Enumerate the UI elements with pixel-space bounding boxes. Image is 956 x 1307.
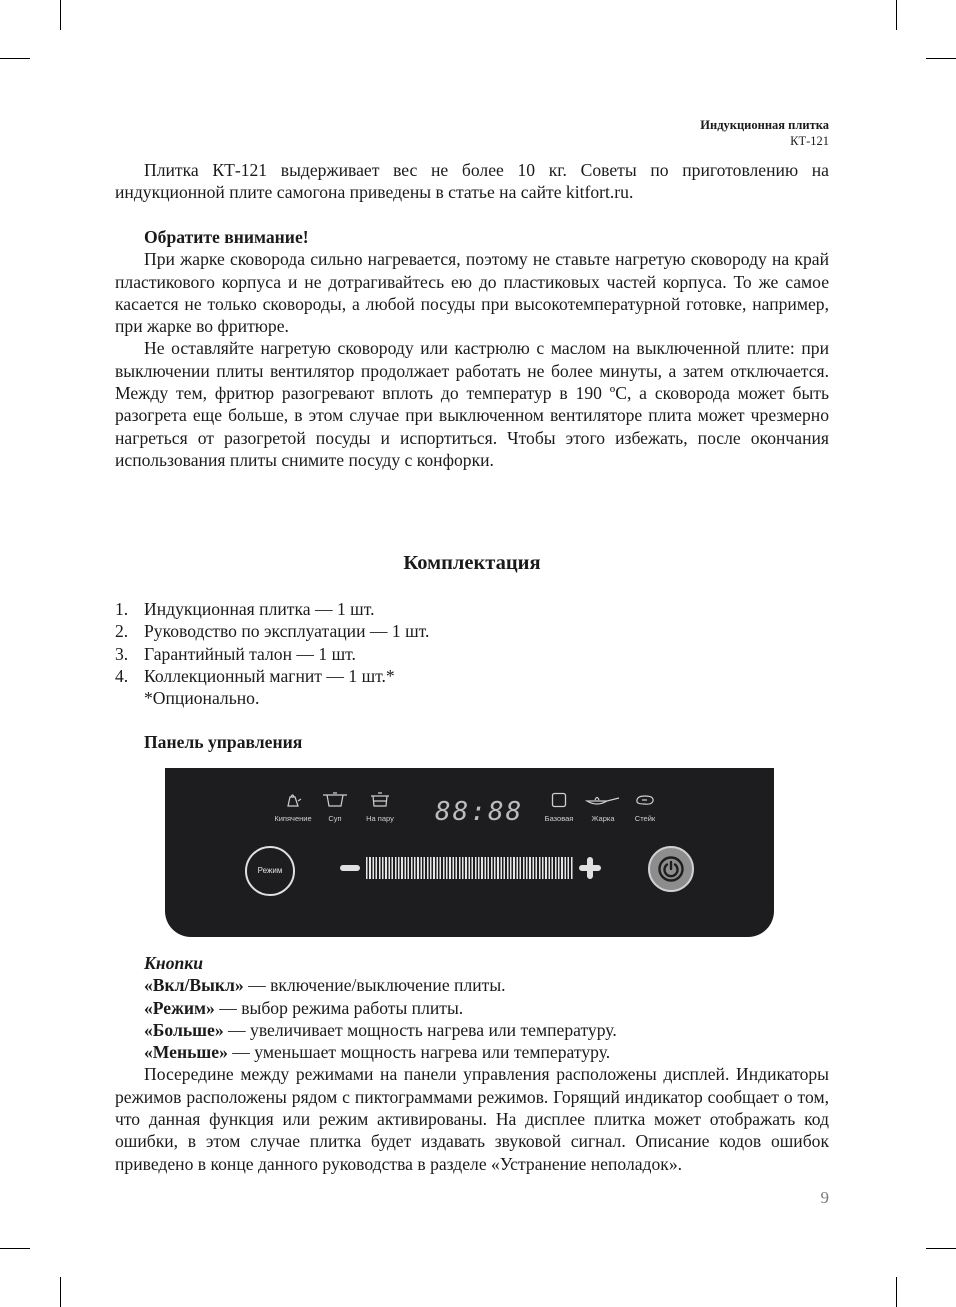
crop-mark bbox=[926, 58, 956, 59]
steak-icon bbox=[634, 792, 656, 808]
list-text: Руководство по эксплуатации — 1 шт. bbox=[144, 621, 430, 642]
mode-soup bbox=[322, 792, 348, 823]
list-text: Коллекционный магнит — 1 шт.* bbox=[144, 665, 395, 686]
mode-label: На пару bbox=[366, 814, 394, 823]
display-description: Посередине между режимами на панели управления расположены дисплей. Индикаторы режимов расположены рядом с пиктограммами режимов. Горящий индикатор сообщает о том, что данная функция или режим активированы. На дисплее плитка может отображать код ошибки, в этом случае плитка будет издавать звуковой сигнал. Описание кодов ошибок приведено в конце данного руководства в разделе «Устранение неполадок». bbox=[115, 1064, 829, 1174]
attention-paragraph-1: При жарке сковорода сильно нагревается, поэтому не ставьте нагретую сковороду на край пластикового корпуса и не дотрагивайтесь ею до пластиковых частей корпуса. То же самое касается не только сковороды, а любой посуды при высокотемпературной готовке, например, при жарке во фритюре. bbox=[115, 249, 829, 337]
mode-boiling bbox=[269, 792, 317, 823]
page-number: 9 bbox=[820, 1188, 829, 1207]
mode-steak bbox=[631, 792, 659, 823]
intro-block bbox=[115, 159, 829, 204]
square-icon bbox=[551, 792, 567, 808]
power-icon bbox=[658, 856, 684, 882]
minus-icon bbox=[340, 865, 360, 871]
buttons-heading: Кнопки bbox=[144, 953, 203, 973]
panel-heading-block bbox=[115, 731, 829, 753]
power-button bbox=[648, 846, 694, 892]
mode-button: Режим bbox=[245, 846, 295, 896]
power-level-scale bbox=[366, 857, 573, 879]
mode-label: Жарка bbox=[591, 814, 615, 823]
panel-heading: Панель управления bbox=[144, 732, 303, 752]
list-item bbox=[115, 643, 829, 665]
button-desc: — увеличивает мощность нагрева или температуру. bbox=[223, 1019, 617, 1040]
attention-paragraph-2: Не оставляйте нагретую сковороду или кастрюлю с маслом на выключенной плите: при выключении плиты вентилятор продолжает работать не более минуты, а затем отключается. Между тем, фритюр разогревают вплоть до температур в 190 ºС, а сковорода может быть разогрета еще больше, в этом случае при выключенном вентиляторе плита может чрезмерно нагреться от разогретой посуды и испортиться. Чтобы этого избежать, после окончания использования плиты снимите посуду с конфорки. bbox=[115, 338, 829, 470]
button-desc: — уменьшает мощность нагрева или температуру. bbox=[227, 1042, 611, 1063]
button-name: «Меньше» bbox=[144, 1042, 228, 1063]
crop-mark bbox=[896, 0, 897, 30]
list-number: 4. bbox=[115, 665, 129, 686]
buttons-block bbox=[115, 952, 829, 1175]
display-digits: 88:88 bbox=[435, 797, 524, 827]
button-name: «Режим» bbox=[144, 997, 215, 1018]
kettle-icon bbox=[284, 792, 302, 808]
attention-block bbox=[115, 226, 829, 471]
mode-label: Стейк bbox=[634, 814, 656, 823]
button-desc: — выбор режима работы плиты. bbox=[214, 997, 464, 1018]
mode-steam bbox=[358, 792, 402, 823]
crop-mark bbox=[60, 1277, 61, 1307]
mode-label: Кипячение bbox=[274, 814, 312, 823]
list-item bbox=[115, 598, 829, 620]
list-item bbox=[115, 665, 829, 687]
button-description bbox=[115, 974, 829, 996]
list-text: Индукционная плитка — 1 шт. bbox=[144, 599, 375, 619]
header-title: Индукционная плитка bbox=[700, 118, 829, 132]
crop-mark bbox=[0, 58, 30, 59]
package-note: *Опционально. bbox=[144, 688, 260, 709]
attention-heading: Обратите внимание! bbox=[144, 227, 309, 247]
control-panel-illustration bbox=[165, 768, 774, 937]
list-number: 2. bbox=[115, 621, 129, 642]
crop-mark bbox=[60, 0, 61, 30]
list-number: 1. bbox=[115, 599, 129, 619]
pot-icon bbox=[322, 792, 348, 808]
package-list bbox=[115, 598, 829, 709]
steamer-icon bbox=[369, 792, 391, 808]
crop-mark bbox=[926, 1248, 956, 1249]
running-header bbox=[700, 117, 829, 149]
button-name: «Больше» bbox=[144, 1019, 224, 1040]
header-model: КТ-121 bbox=[790, 134, 829, 148]
button-description bbox=[115, 997, 829, 1019]
package-title: Комплектация bbox=[403, 552, 541, 574]
mode-label: Суп bbox=[328, 814, 342, 823]
crop-mark bbox=[0, 1248, 30, 1249]
intro-paragraph: Плитка КТ-121 выдерживает вес не более 10 кг. Советы по приготовлению на индукционной плите самогона приведены в статье на сайте kitfort.ru. bbox=[115, 160, 829, 203]
pan-icon bbox=[585, 792, 621, 808]
mode-frying bbox=[584, 792, 622, 823]
list-text: Гарантийный талон — 1 шт. bbox=[144, 643, 356, 664]
button-name: «Вкл/Выкл» bbox=[144, 975, 244, 996]
list-item bbox=[115, 620, 829, 642]
button-desc: — включение/выключение плиты. bbox=[243, 975, 506, 996]
list-number: 3. bbox=[115, 643, 129, 664]
crop-mark bbox=[896, 1277, 897, 1307]
mode-basic bbox=[541, 792, 577, 823]
button-description bbox=[115, 1041, 829, 1063]
mode-label: Базовая bbox=[544, 814, 574, 823]
plus-icon bbox=[579, 857, 601, 879]
button-description bbox=[115, 1019, 829, 1041]
